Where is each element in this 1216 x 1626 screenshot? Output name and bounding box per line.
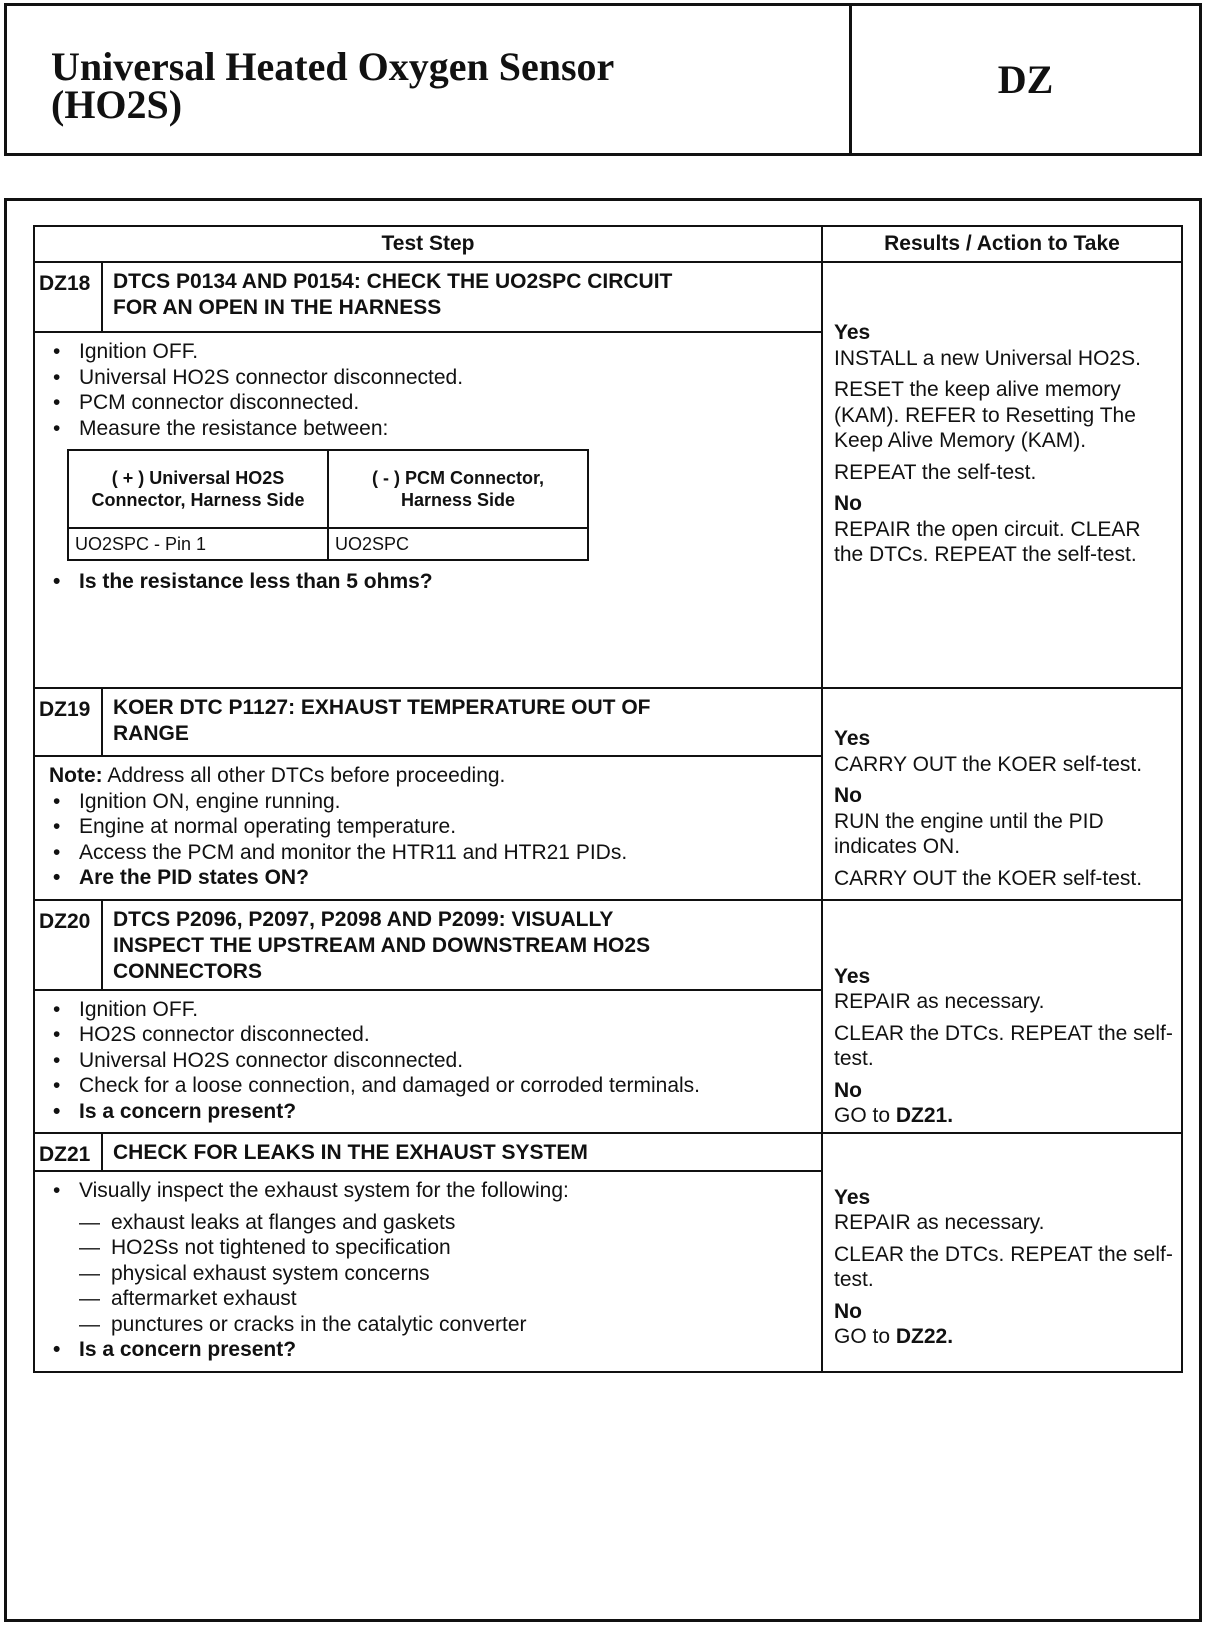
meas-header-positive: ( + ) Universal HO2S Connector, Harness Side <box>68 450 328 528</box>
result-text: CLEAR the DTCs. REPEAT the self-test. <box>834 1021 1173 1071</box>
result-text: RESET the keep alive memory (KAM). REFER to Resetting The Keep Alive Memory (KAM). <box>834 378 1136 453</box>
table-header-row <box>34 226 1182 262</box>
meas-value-positive: UO2SPC - Pin 1 <box>68 528 328 560</box>
list-item: • Access the PCM and monitor the HTR11 and HTR21 PIDs. <box>49 840 811 866</box>
result-text: REPEAT the self-test. <box>834 460 1037 484</box>
goto-step-link[interactable]: DZ22. <box>895 1325 954 1349</box>
title-line-2: (HO2S) <box>51 82 183 127</box>
step-dz18-results <box>822 262 1182 688</box>
list-item: — physical exhaust system concerns <box>49 1261 811 1287</box>
result-text: REPAIR as necessary. <box>834 1211 1045 1235</box>
heading-line: INSPECT THE UPSTREAM AND DOWNSTREAM HO2S <box>113 933 651 957</box>
step-dz21-results <box>822 1133 1182 1372</box>
bullet-list <box>49 1178 811 1204</box>
bullet-list <box>49 339 811 441</box>
step-question: • Is a concern present? <box>49 1337 811 1363</box>
step-heading <box>102 688 822 756</box>
step-dz19-results <box>822 688 1182 900</box>
step-question: • Is a concern present? <box>49 1099 811 1125</box>
step-id: DZ19 <box>34 688 102 756</box>
heading-line: CHECK FOR LEAKS IN THE EXHAUST SYSTEM <box>113 1141 588 1164</box>
yes-label: Yes <box>834 1185 871 1209</box>
step-dz20-results <box>822 900 1182 1134</box>
meas-value-negative: UO2SPC <box>328 528 588 560</box>
no-label: No <box>834 1078 862 1102</box>
list-item: • Measure the resistance between: <box>49 416 811 442</box>
step-dz21-head <box>34 1133 1182 1171</box>
col-results: Results / Action to Take <box>822 226 1182 262</box>
heading-line: DTCS P0134 AND P0154: CHECK THE UO2SPC CIRCUIT <box>113 270 673 293</box>
step-dz19-head <box>34 688 1182 756</box>
result-text: CARRY OUT the KOER self-test. <box>834 752 1143 776</box>
yes-label: Yes <box>834 321 871 345</box>
list-item: • HO2S connector disconnected. <box>49 1022 811 1048</box>
result-text: CLEAR the DTCs. REPEAT the self-test. <box>834 1242 1173 1292</box>
step-body <box>34 990 822 1134</box>
list-item: — aftermarket exhaust <box>49 1286 811 1312</box>
question-list <box>49 1337 811 1363</box>
note-text: Address all other DTCs before proceeding. <box>107 764 506 787</box>
step-body <box>34 332 822 688</box>
step-id: DZ20 <box>34 900 102 990</box>
list-item: — exhaust leaks at flanges and gaskets <box>49 1210 811 1236</box>
step-dz20-head <box>34 900 1182 990</box>
bullet-list <box>49 789 811 891</box>
step-heading <box>102 900 822 990</box>
heading-line: CONNECTORS <box>113 959 262 983</box>
list-item: • Visually inspect the exhaust system for the following: <box>49 1178 811 1204</box>
step-dz18-head <box>34 262 1182 332</box>
result-text: CARRY OUT the KOER self-test. <box>834 866 1143 890</box>
list-item: — punctures or cracks in the catalytic converter <box>49 1312 811 1338</box>
step-body <box>34 756 822 900</box>
goto-text: GO to <box>834 1325 891 1349</box>
meas-header-negative: ( - ) PCM Connector, Harness Side <box>328 450 588 528</box>
list-item: • Ignition OFF. <box>49 997 811 1023</box>
step-heading <box>102 1133 822 1171</box>
bullet-list <box>49 997 811 1125</box>
result-text: REPAIR as necessary. <box>834 990 1045 1014</box>
heading-line: DTCS P2096, P2097, P2098 AND P2099: VISUALLY <box>113 907 614 931</box>
measurement-table <box>67 449 589 561</box>
goto-step-link[interactable]: DZ21. <box>895 1104 954 1128</box>
heading-line: FOR AN OPEN IN THE HARNESS <box>113 296 442 319</box>
list-item: • PCM connector disconnected. <box>49 390 811 416</box>
title-line-1: Universal Heated Oxygen Sensor <box>51 44 615 89</box>
no-label: No <box>834 1299 862 1323</box>
list-item: — HO2Ss not tightened to specification <box>49 1235 811 1261</box>
yes-label: Yes <box>834 964 871 988</box>
goto-text: GO to <box>834 1104 891 1128</box>
list-item: • Universal HO2S connector disconnected. <box>49 1048 811 1074</box>
heading-line: RANGE <box>113 722 189 745</box>
yes-label: Yes <box>834 727 871 751</box>
result-text: INSTALL a new Universal HO2S. <box>834 346 1141 370</box>
step-note <box>49 763 811 789</box>
dash-list <box>49 1210 811 1338</box>
page-title <box>51 44 831 127</box>
list-item: • Universal HO2S connector disconnected. <box>49 365 811 391</box>
question-list <box>49 569 811 595</box>
step-heading <box>102 262 822 332</box>
test-step-table <box>33 225 1183 1373</box>
step-body <box>34 1171 822 1372</box>
result-text: RUN the engine until the PID indicates ON. <box>834 809 1104 859</box>
no-label: No <box>834 784 862 808</box>
step-id: DZ18 <box>34 262 102 332</box>
list-item: • Ignition ON, engine running. <box>49 789 811 815</box>
col-test-step: Test Step <box>34 226 822 262</box>
page-header <box>4 3 1202 156</box>
result-text: REPAIR the open circuit. CLEAR the DTCs. REPEAT the self-test. <box>834 517 1141 567</box>
list-item: • Check for a loose connection, and damaged or corroded terminals. <box>49 1073 811 1099</box>
list-item: • Ignition OFF. <box>49 339 811 365</box>
step-question: • Is the resistance less than 5 ohms? <box>49 569 811 595</box>
no-label: No <box>834 492 862 516</box>
note-label: Note: <box>49 764 103 787</box>
step-id: DZ21 <box>34 1133 102 1171</box>
list-item: • Engine at normal operating temperature. <box>49 814 811 840</box>
step-question: • Are the PID states ON? <box>49 865 811 891</box>
heading-line: KOER DTC P1127: EXHAUST TEMPERATURE OUT OF <box>113 696 651 719</box>
section-code: DZ <box>997 57 1054 102</box>
